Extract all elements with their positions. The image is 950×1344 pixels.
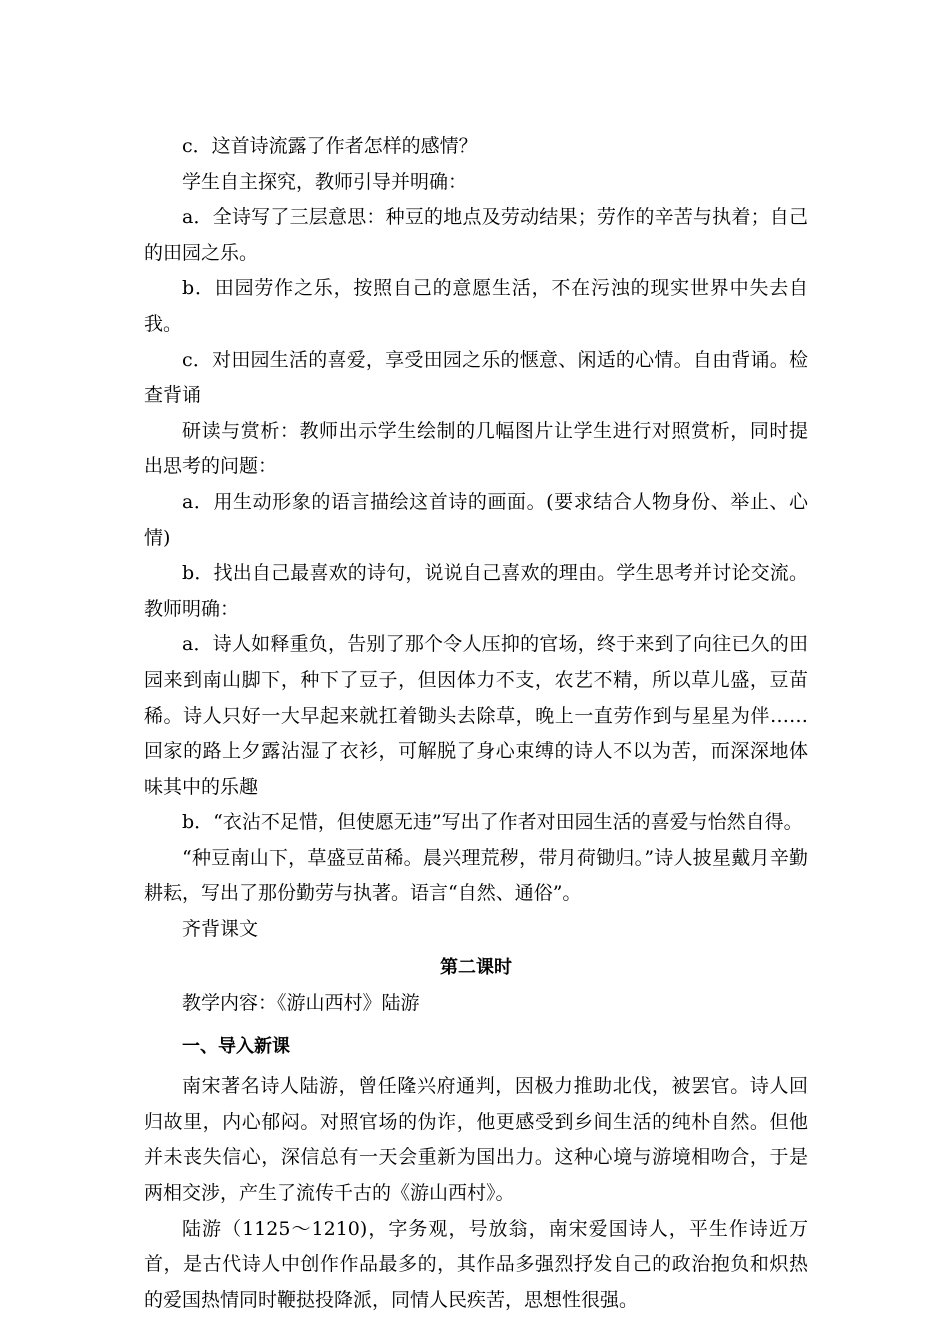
clarify-b: b．“衣沾不足惜，但使愿无违”写出了作者对田园生活的喜爱与怡然自得。 (182, 811, 803, 834)
answer-a: a．全诗写了三层意思：种豆的地点及劳动结果；劳作的辛苦与执着；自己的田园之乐。 (144, 206, 808, 264)
document-body (144, 129, 808, 1318)
question-b-favorite: b．找出自己最喜欢的诗句，说说自己喜欢的理由。学生思考并讨论交流。教师明确： (144, 562, 808, 620)
poem-quote-paragraph: “种豆南山下，草盛豆苗稀。晨兴理荒秽，带月荷锄归。”诗人披星戴月辛勤耕耘，写出了那份勤劳与执著。语言“自然、通俗”。 (144, 846, 808, 905)
intro-paragraph: 南宋著名诗人陆游，曾任隆兴府通判，因极力推助北伐，被罢官。诗人回归故里，内心郁闷。对照官场的伪诈，他更感受到乡间生活的纯朴自然。但他并未丧失信心，深信总有一天会重新为国出力。这种心境与游境相吻合，于是两相交涉，产生了流传千古的《游山西村》。 (144, 1075, 808, 1205)
question-a-describe: a．用生动形象的语言描绘这首诗的画面。(要求结合人物身份、举止、心情) (144, 490, 808, 549)
answer-b: b．田园劳作之乐，按照自己的意愿生活，不在污浊的现实世界中失去自我。 (144, 277, 808, 335)
answer-c: c．对田园生活的喜爱，享受田园之乐的惬意、闲适的心情。自由背诵。检查背诵 (144, 348, 808, 407)
author-paragraph: 陆游（1125～1210)，字务观，号放翁，南宋爱国诗人，平生作诗近万首，是古代诗人中创作作品最多的，其作品多强烈抒发自己的政治抱负和炽热的爱国热情同时鞭挞投降派，同情人民疾苦，思想性很强。 (144, 1217, 808, 1311)
lesson-two-title: 第二课时 (440, 956, 512, 978)
lesson-content: 教学内容：《游山西村》陆游 (182, 991, 420, 1014)
study-appreciation-paragraph: 研读与赏析：教师出示学生绘制的几幅图片让学生进行对照赏析，同时提出思考的问题： (144, 419, 808, 478)
clarify-a: a．诗人如释重负，告别了那个令人压抑的官场，终于来到了向往已久的田园来到南山脚下，种下了豆子，但因体力不支，农艺不精，所以草儿盛，豆苗稀。诗人只好一大早起来就扛着锄头去除草，晚上一直劳作到与星星为伴……回家的路上夕露沾湿了衣衫，可解脱了身心束缚的诗人不以为苦，而深深地体味其中的乐趣 (144, 633, 808, 798)
recite-paragraph: 齐背课文 (182, 918, 259, 941)
instruction-paragraph: 学生自主探究，教师引导并明确： (182, 170, 468, 193)
section-heading-intro: 一、导入新课 (182, 1036, 290, 1058)
question-c: c．这首诗流露了作者怎样的感情？ (182, 135, 478, 157)
